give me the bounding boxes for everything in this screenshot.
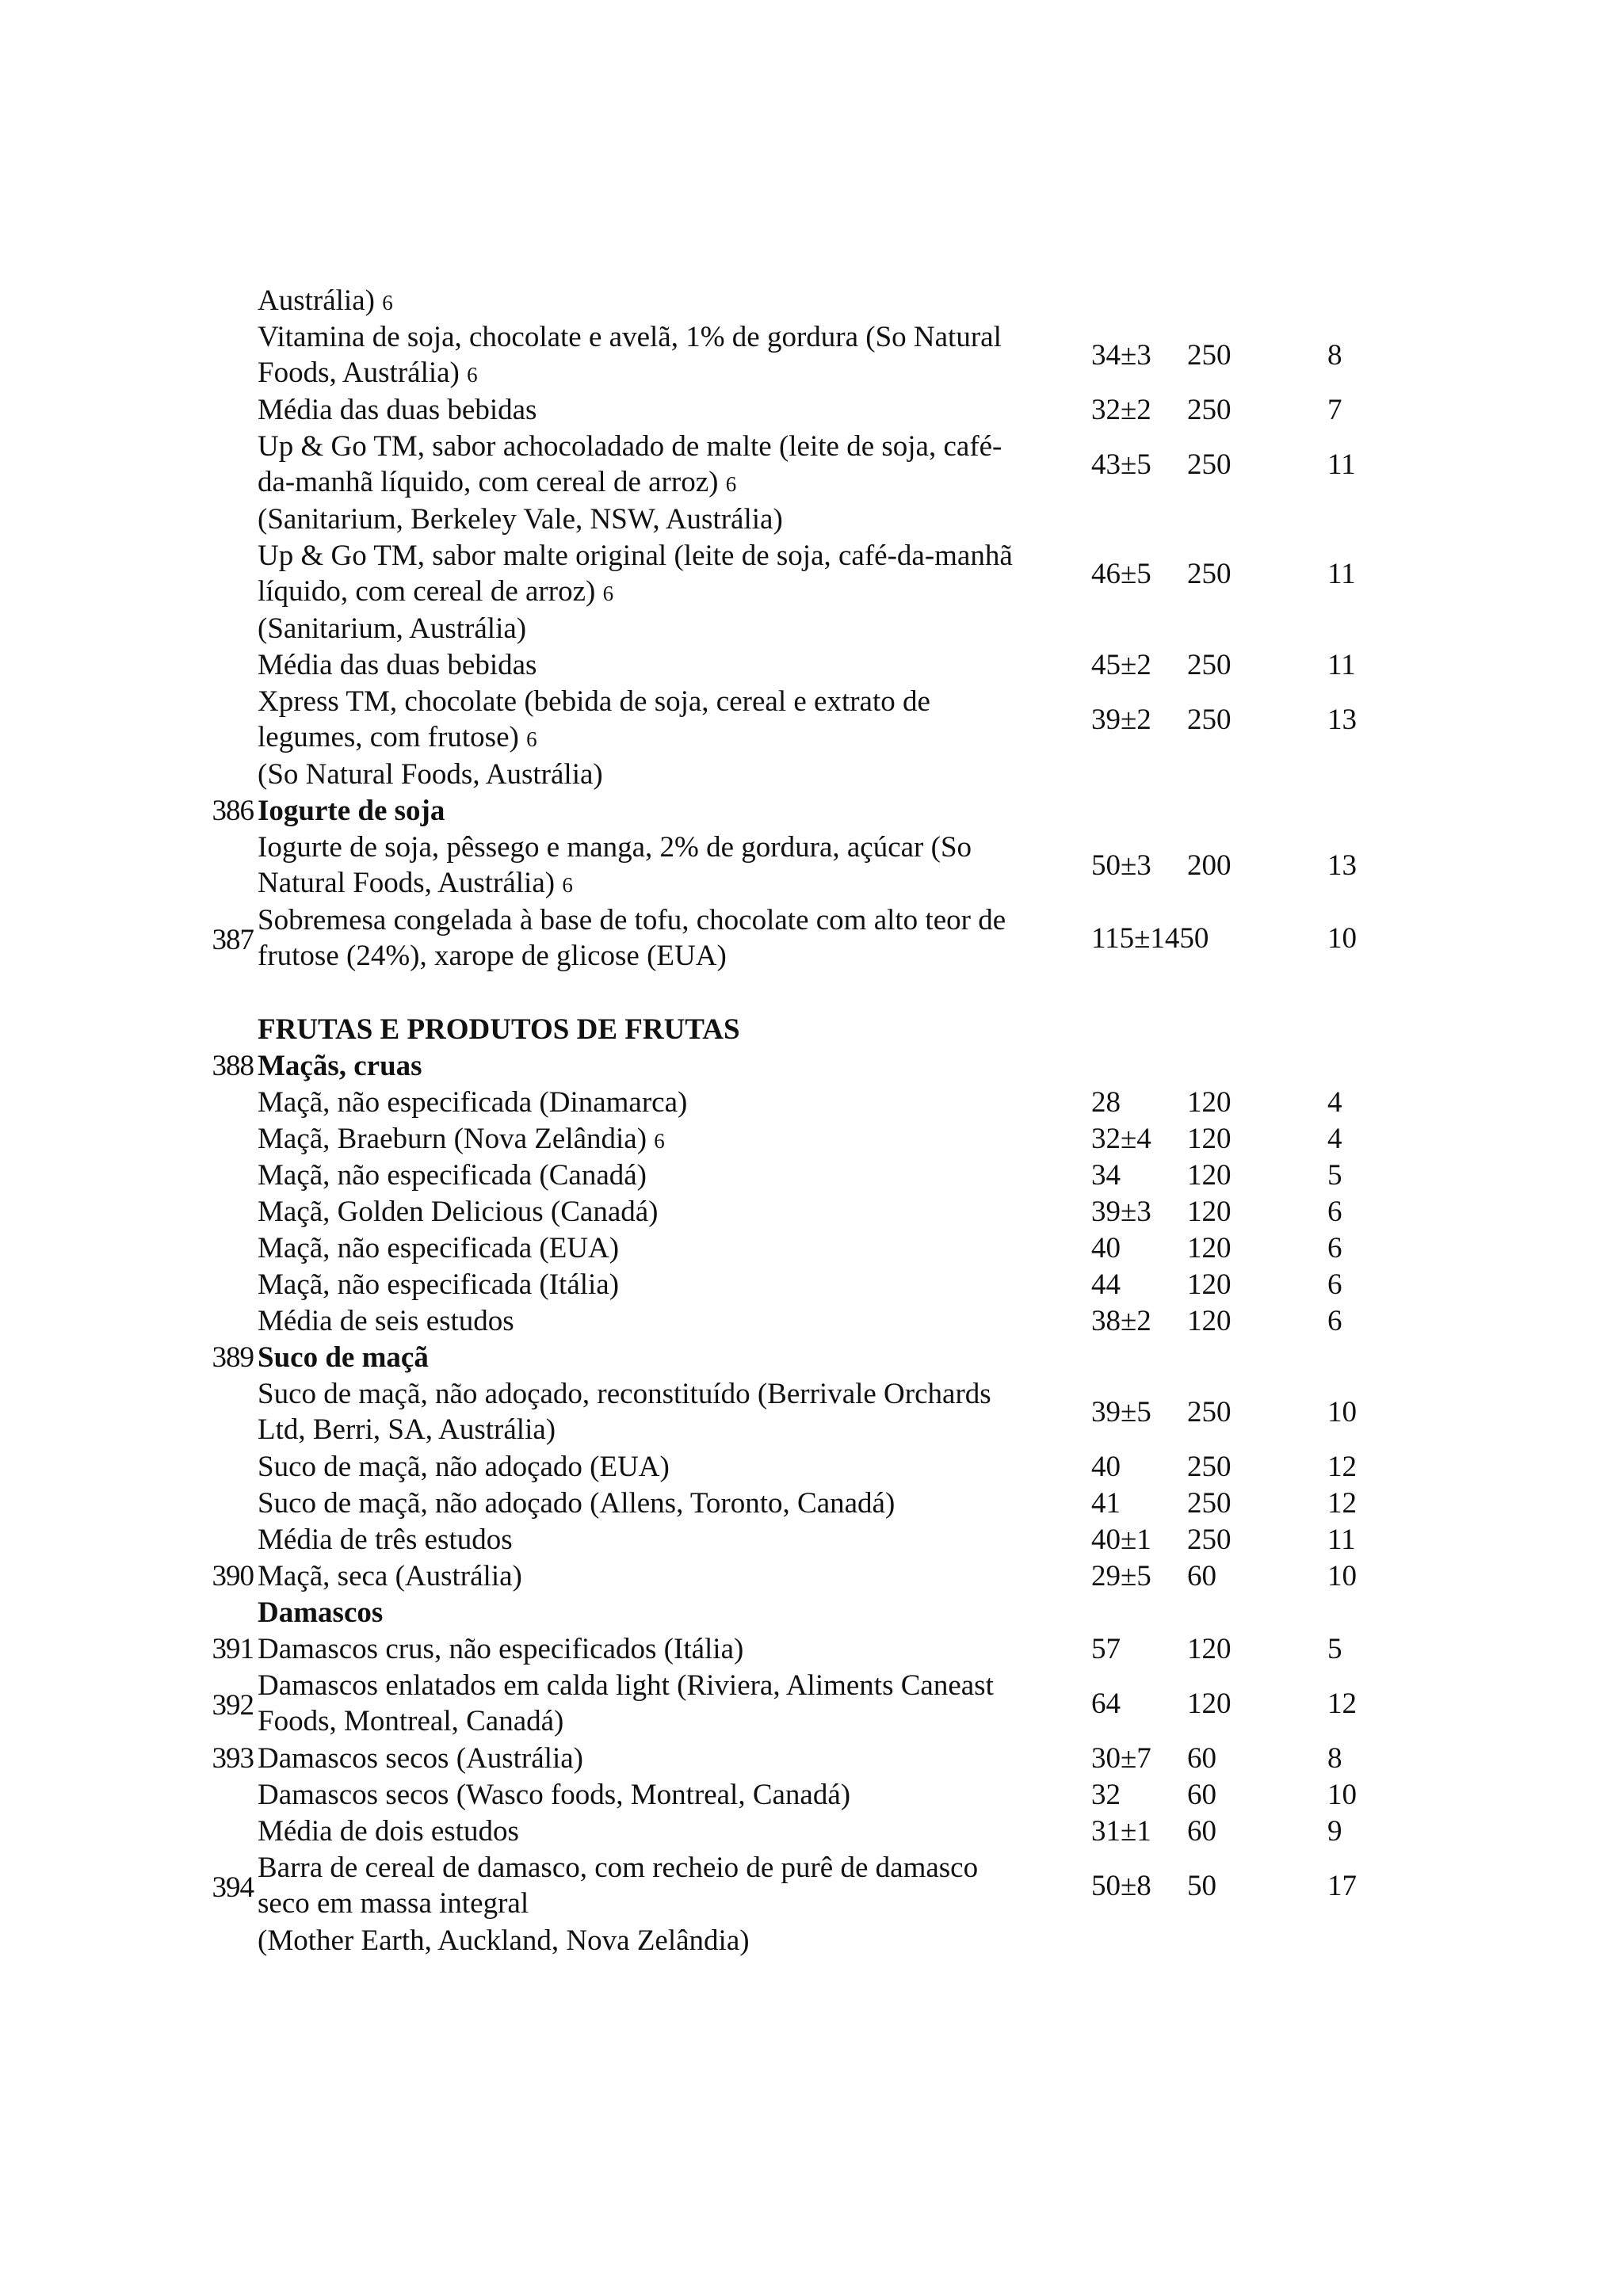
- gi-value: 39±2: [1091, 704, 1151, 736]
- reference-number: 6: [654, 1129, 665, 1153]
- description-text: Maçã, não especificada (EUA): [258, 1232, 620, 1264]
- gl-value: 5: [1327, 1159, 1342, 1192]
- food-description: [258, 1449, 1276, 1486]
- serving-size: 250: [1187, 339, 1232, 372]
- gi-value: 32: [1091, 1779, 1121, 1811]
- item-number: 391: [212, 1633, 254, 1665]
- gi-value: 40: [1091, 1451, 1121, 1483]
- gi-value: 50±8: [1091, 1870, 1151, 1902]
- table-row: [206, 392, 1395, 429]
- food-description: [258, 283, 1276, 321]
- section-heading: [258, 1340, 1276, 1376]
- serving-size: 200: [1187, 849, 1232, 882]
- gi-value: 43±5: [1091, 448, 1151, 481]
- section-heading: [258, 793, 1276, 830]
- table-row: [206, 1340, 1395, 1376]
- description-text: (Sanitarium, Berkeley Vale, NSW, Austrália): [258, 503, 783, 536]
- description-line: Barra de cereal de damasco, com recheio de purê de damasco: [258, 1852, 979, 1884]
- food-description: [258, 1923, 1276, 1959]
- table-row: [206, 1085, 1395, 1121]
- description-text: Maçãs, cruas: [258, 1050, 422, 1082]
- section-heading: [258, 1048, 1276, 1085]
- serving-size: 250: [1187, 448, 1232, 481]
- food-description: [258, 502, 1276, 538]
- gl-value: 9: [1327, 1815, 1342, 1848]
- table-row: [206, 1595, 1395, 1631]
- item-number: 392: [212, 1689, 254, 1722]
- serving-size: 250: [1187, 704, 1232, 736]
- gi-value: 40: [1091, 1232, 1121, 1264]
- description-line: Sobremesa congelada à base de tofu, chocolate com alto teor de: [258, 904, 1006, 936]
- table-row: [206, 319, 1395, 392]
- section-heading: [258, 1012, 1276, 1048]
- description-line: Foods, Austrália): [258, 357, 460, 389]
- gi-value: 34: [1091, 1159, 1121, 1192]
- section-heading: [258, 1595, 1276, 1631]
- table-row: [206, 1777, 1395, 1814]
- table-row: [206, 902, 1395, 975]
- gi-value: 28: [1091, 1086, 1121, 1119]
- gl-value: 17: [1327, 1870, 1357, 1902]
- description-line: legumes, com frutose): [258, 721, 519, 753]
- gl-value: 4: [1327, 1123, 1342, 1155]
- serving-size: 120: [1187, 1159, 1232, 1192]
- description-text: Suco de maçã, não adoçado (Allens, Toronto, Canadá): [258, 1487, 896, 1520]
- gi-value: 32±2: [1091, 394, 1151, 426]
- food-description: [258, 1230, 1276, 1267]
- gl-value: 10: [1327, 1396, 1357, 1428]
- table-row: [206, 757, 1395, 793]
- food-description: [258, 1631, 1276, 1668]
- gi-value: 46±5: [1091, 558, 1151, 590]
- gi-value: 34±3: [1091, 339, 1151, 372]
- gl-value: 13: [1327, 849, 1357, 882]
- gl-value: 6: [1327, 1305, 1342, 1337]
- reference-number: 6: [602, 582, 614, 605]
- serving-size: 250: [1187, 649, 1232, 681]
- description-text: Suco de maçã: [258, 1341, 429, 1374]
- table-row: [206, 830, 1395, 902]
- description-text: Média das duas bebidas: [258, 394, 537, 426]
- description-text: (Mother Earth, Auckland, Nova Zelândia): [258, 1924, 750, 1957]
- description-text: Austrália): [258, 284, 375, 317]
- food-description: [258, 1158, 1276, 1194]
- table-row: [206, 1923, 1395, 1959]
- gl-value: 6: [1327, 1196, 1342, 1228]
- item-number: 386: [212, 795, 254, 827]
- gl-value: 10: [1327, 1779, 1357, 1811]
- gl-value: 12: [1327, 1487, 1357, 1520]
- item-number: 390: [212, 1560, 254, 1592]
- gl-value: 4: [1327, 1086, 1342, 1119]
- table-row: [206, 1741, 1395, 1777]
- gi-value: 50±3: [1091, 849, 1151, 882]
- description-line: Foods, Montreal, Canadá): [258, 1705, 564, 1737]
- serving-size: 60: [1187, 1560, 1216, 1592]
- description-line: Up & Go TM, sabor malte original (leite de soja, café-da-manhã: [258, 540, 1013, 572]
- description-line: Ltd, Berri, SA, Austrália): [258, 1413, 556, 1446]
- gl-value: 13: [1327, 704, 1357, 736]
- serving-size: 250: [1187, 1451, 1232, 1483]
- gi-value: 57: [1091, 1633, 1121, 1665]
- table-row: [206, 1158, 1395, 1194]
- description-text: (So Natural Foods, Austrália): [258, 758, 603, 791]
- description-line: Vitamina de soja, chocolate e avelã, 1% de gordura (So Natural: [258, 321, 1002, 353]
- gl-value: 5: [1327, 1633, 1342, 1665]
- gl-value: 10: [1327, 922, 1357, 955]
- table-row: [206, 1814, 1395, 1850]
- description-text: Damascos secos (Wasco foods, Montreal, Canadá): [258, 1779, 851, 1811]
- table-row: [206, 1303, 1395, 1340]
- serving-size: 120: [1187, 1688, 1232, 1720]
- serving-size: 250: [1187, 1524, 1232, 1556]
- table-row: [206, 1230, 1395, 1267]
- serving-size: 60: [1187, 1815, 1216, 1848]
- gi-value: 31±1: [1091, 1815, 1151, 1848]
- description-text: Iogurte de soja: [258, 795, 445, 827]
- description-line: Iogurte de soja, pêssego e manga, 2% de gordura, açúcar (So: [258, 831, 972, 864]
- reference-number: 6: [382, 291, 393, 315]
- table-row: [206, 684, 1395, 757]
- description-text: Suco de maçã, não adoçado (EUA): [258, 1451, 670, 1483]
- gi-value: 30±7: [1091, 1742, 1151, 1775]
- serving-size: 120: [1187, 1123, 1232, 1155]
- serving-size: 250: [1187, 1487, 1232, 1520]
- serving-size: 250: [1187, 394, 1232, 426]
- gi-value: 41: [1091, 1487, 1121, 1520]
- gi-value: 39±3: [1091, 1196, 1151, 1228]
- description-text: Damascos: [258, 1596, 384, 1629]
- gi-value: 40±1: [1091, 1524, 1151, 1556]
- serving-size: 120: [1187, 1232, 1232, 1264]
- food-description: [258, 1486, 1276, 1522]
- description-line: Natural Foods, Austrália): [258, 867, 556, 899]
- gl-value: 10: [1327, 1560, 1357, 1592]
- description-text: (Sanitarium, Austrália): [258, 612, 527, 645]
- description-text: Média das duas bebidas: [258, 649, 537, 681]
- serving-size: 60: [1187, 1742, 1216, 1775]
- description-line: seco em massa integral: [258, 1887, 529, 1920]
- item-number: 393: [212, 1742, 254, 1775]
- table-row: [206, 429, 1395, 502]
- table-row: [206, 975, 1395, 1012]
- table-row: [206, 1376, 1395, 1449]
- table-row: [206, 793, 1395, 830]
- description-text: Maçã, Braeburn (Nova Zelândia): [258, 1123, 647, 1155]
- serving-size: 120: [1187, 1196, 1232, 1228]
- description-text: Maçã, não especificada (Itália): [258, 1268, 620, 1301]
- description-text: Maçã, seca (Austrália): [258, 1560, 522, 1592]
- description-text: Média de seis estudos: [258, 1305, 514, 1337]
- gi-value: 32±4: [1091, 1123, 1151, 1155]
- description-text: Média de três estudos: [258, 1524, 513, 1556]
- table-row: [206, 647, 1395, 684]
- gl-value: 11: [1327, 649, 1356, 681]
- food-description: [258, 1085, 1276, 1121]
- gl-value: 12: [1327, 1688, 1357, 1720]
- reference-number: 6: [725, 472, 737, 496]
- description-line: Up & Go TM, sabor achocoladado de malte (leite de soja, café-: [258, 430, 1002, 463]
- food-description: [258, 1267, 1276, 1303]
- serving-size: 120: [1187, 1086, 1232, 1119]
- serving-size: 120: [1187, 1268, 1232, 1301]
- item-number: 389: [212, 1341, 254, 1374]
- gi-value: 39±5: [1091, 1396, 1151, 1428]
- gl-value: 7: [1327, 394, 1342, 426]
- table-row: [206, 1194, 1395, 1230]
- table-row: [206, 1121, 1395, 1158]
- food-description: [258, 1777, 1276, 1814]
- gl-value: 8: [1327, 1742, 1342, 1775]
- gi-table: [206, 283, 1395, 1959]
- gi-value: 29±5: [1091, 1560, 1151, 1592]
- gi-value: 44: [1091, 1268, 1121, 1301]
- description-line: Xpress TM, chocolate (bebida de soja, cereal e extrato de: [258, 685, 930, 718]
- table-row: [206, 1668, 1395, 1741]
- description-line: frutose (24%), xarope de glicose (EUA): [258, 940, 727, 972]
- description-text: Damascos crus, não especificados (Itália): [258, 1633, 744, 1665]
- reference-number: 6: [467, 363, 478, 387]
- gl-value: 12: [1327, 1451, 1357, 1483]
- item-number: 394: [212, 1871, 254, 1904]
- description-line: da-manhã líquido, com cereal de arroz): [258, 466, 719, 498]
- food-description: [258, 757, 1276, 793]
- serving-size: 120: [1187, 1305, 1232, 1337]
- table-row: [206, 1449, 1395, 1486]
- gi-value: 64: [1091, 1688, 1121, 1720]
- description-text: Média de dois estudos: [258, 1815, 519, 1848]
- table-row: [206, 1486, 1395, 1522]
- gi-value: 45±2: [1091, 649, 1151, 681]
- table-row: [206, 538, 1395, 611]
- serving-size: 250: [1187, 558, 1232, 590]
- item-number: 388: [212, 1050, 254, 1082]
- description-text: Damascos secos (Austrália): [258, 1742, 583, 1775]
- table-row: [206, 283, 1395, 319]
- table-row: [206, 1048, 1395, 1085]
- serving-size: 60: [1187, 1779, 1216, 1811]
- reference-number: 6: [562, 873, 573, 897]
- description-line: Damascos enlatados em calda light (Riviera, Aliments Caneast: [258, 1669, 994, 1702]
- description-line: Suco de maçã, não adoçado, reconstituído (Berrivale Orchards: [258, 1378, 991, 1410]
- table-row: [206, 611, 1395, 647]
- gl-value: 6: [1327, 1232, 1342, 1264]
- serving-size: 250: [1187, 1396, 1232, 1428]
- food-description: [258, 1668, 1276, 1739]
- serving-size: 50: [1187, 1870, 1216, 1902]
- table-row: [206, 1631, 1395, 1668]
- description-text: Maçã, não especificada (Canadá): [258, 1159, 647, 1192]
- table-row: [206, 1522, 1395, 1558]
- gl-value: 11: [1327, 1524, 1356, 1556]
- gi-value: 115±1450: [1091, 922, 1209, 955]
- description-text: Maçã, Golden Delicious (Canadá): [258, 1196, 659, 1228]
- gl-value: 11: [1327, 448, 1356, 481]
- food-description: [258, 611, 1276, 647]
- reference-number: 6: [526, 727, 537, 751]
- serving-size: 120: [1187, 1633, 1232, 1665]
- gi-value: 38±2: [1091, 1305, 1151, 1337]
- table-row: [206, 1012, 1395, 1048]
- item-number: 387: [212, 924, 254, 956]
- table-row: [206, 1558, 1395, 1595]
- gl-value: 11: [1327, 558, 1356, 590]
- description-line: líquido, com cereal de arroz): [258, 575, 596, 608]
- description-text: Maçã, não especificada (Dinamarca): [258, 1086, 688, 1119]
- gl-value: 8: [1327, 339, 1342, 372]
- description-text: FRUTAS E PRODUTOS DE FRUTAS: [258, 1013, 740, 1046]
- gl-value: 6: [1327, 1268, 1342, 1301]
- table-row: [206, 1850, 1395, 1923]
- table-row: [206, 1267, 1395, 1303]
- table-row: [206, 502, 1395, 538]
